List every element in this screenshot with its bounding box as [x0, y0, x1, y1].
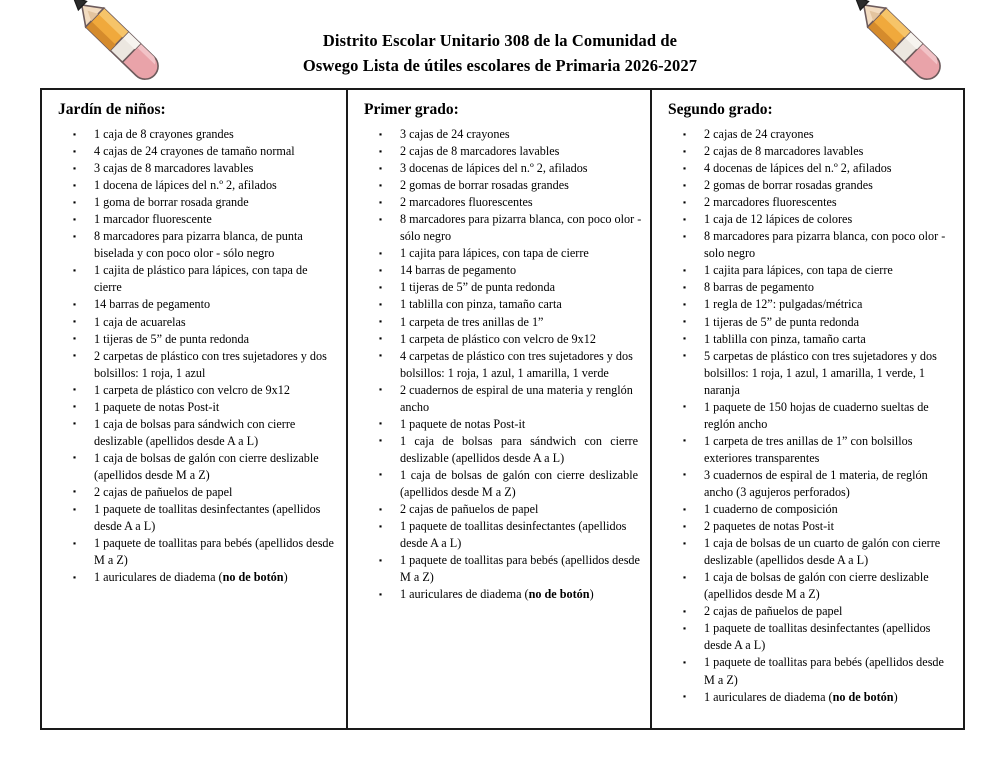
- supply-list-item: ▪ 1 cuaderno de composición: [662, 501, 955, 518]
- supply-list-item: ▪ 1 paquete de toallitas para bebés (apellidos desde M a Z): [662, 654, 955, 688]
- supply-list-item: ▪ 1 paquete de 150 hojas de cuaderno sueltas de reglón ancho: [662, 399, 955, 433]
- supply-list-item: ▪ 2 cajas de pañuelos de papel: [52, 484, 338, 501]
- supply-list-item: ▪ 1 marcador fluorescente: [52, 211, 338, 228]
- supply-list-item: ▪ 2 gomas de borrar rosadas grandes: [662, 177, 955, 194]
- supply-list-item: ▪ 8 marcadores para pizarra blanca, de punta biselada y con poco olor - sólo negro: [52, 228, 338, 262]
- supply-list-item: ▪ 1 cajita para lápices, con tapa de cierre: [358, 245, 642, 262]
- supply-list-table: [40, 88, 965, 730]
- supply-list-item: ▪ 1 caja de bolsas para sándwich con cierre deslizable (apellidos desde A a L): [52, 416, 338, 450]
- grade-column-first: [346, 90, 650, 728]
- supply-list-item: ▪ 8 barras de pegamento: [662, 279, 955, 296]
- supply-list: [358, 126, 642, 603]
- column-heading: Segundo grado:: [668, 101, 773, 118]
- supply-list-item: ▪ 1 auriculares de diadema (no de botón): [662, 689, 955, 706]
- supply-list-item: ▪ 14 barras de pegamento: [52, 296, 338, 313]
- supply-list-item: ▪ 1 docena de lápices del n.º 2, afilados: [52, 177, 338, 194]
- supply-list-item: ▪ 1 tablilla con pinza, tamaño carta: [358, 296, 642, 313]
- supply-list-item: ▪ 1 carpeta de tres anillas de 1” con bolsillos exteriores transparentes: [662, 433, 955, 467]
- supply-list-item: ▪ 2 marcadores fluorescentes: [662, 194, 955, 211]
- supply-list-item: ▪ 1 tijeras de 5” de punta redonda: [358, 279, 642, 296]
- supply-list-item: ▪ 8 marcadores para pizarra blanca, con poco olor - sólo negro: [358, 211, 642, 245]
- supply-list-item: ▪ 1 paquete de toallitas desinfectantes (apellidos desde A a L): [662, 620, 955, 654]
- pencil-icon: [58, 0, 163, 84]
- supply-list-item: ▪ 1 caja de bolsas para sándwich con cierre deslizable (apellidos desde A a L): [358, 433, 642, 467]
- supply-list: [662, 126, 955, 706]
- supply-list-item: ▪ 1 tijeras de 5” de punta redonda: [662, 314, 955, 331]
- supply-list-item: ▪ 2 marcadores fluorescentes: [358, 194, 642, 211]
- supply-list-item: ▪ 2 paquetes de notas Post-it: [662, 518, 955, 535]
- supply-list-item: ▪ 2 cajas de pañuelos de papel: [358, 501, 642, 518]
- supply-list-item: ▪ 14 barras de pegamento: [358, 262, 642, 279]
- supply-list-item: ▪ 2 cajas de 8 marcadores lavables: [662, 143, 955, 160]
- supply-list-item: ▪ 4 docenas de lápices del n.º 2, afilados: [662, 160, 955, 177]
- supply-list-item: ▪ 1 paquete de toallitas desinfectantes (apellidos desde A a L): [358, 518, 642, 552]
- supply-list-item: ▪ 1 paquete de notas Post-it: [52, 399, 338, 416]
- supply-list-item: ▪ 1 carpeta de plástico con velcro de 9x12: [358, 331, 642, 348]
- supply-list-item: ▪ 1 paquete de notas Post-it: [358, 416, 642, 433]
- supply-list-item: ▪ 1 tablilla con pinza, tamaño carta: [662, 331, 955, 348]
- supply-list-item: ▪ 1 auriculares de diadema (no de botón): [52, 569, 338, 586]
- grade-column-second: [650, 90, 963, 728]
- pencil-icon: [840, 0, 945, 84]
- supply-list-item: ▪ 1 caja de bolsas de un cuarto de galón con cierre deslizable (apellidos desde A a L): [662, 535, 955, 569]
- title-line-2: Oswego Lista de útiles escolares de Primaria 2026-2027: [302, 56, 698, 75]
- supply-list-item: ▪ 4 cajas de 24 crayones de tamaño normal: [52, 143, 338, 160]
- column-heading: Jardín de niños:: [58, 101, 166, 118]
- supply-list-item: ▪ 1 tijeras de 5” de punta redonda: [52, 331, 338, 348]
- supply-list-item: ▪ 3 docenas de lápices del n.º 2, afilados: [358, 160, 642, 177]
- column-heading: Primer grado:: [364, 101, 459, 118]
- document-header: [0, 0, 1000, 88]
- title-line-1: Distrito Escolar Unitario 308 de la Comunidad de: [322, 31, 678, 50]
- supply-list-item: ▪ 1 regla de 12”: pulgadas/métrica: [662, 296, 955, 313]
- supply-list-item: ▪ 3 cuadernos de espiral de 1 materia, de reglón ancho (3 agujeros perforados): [662, 467, 955, 501]
- supply-list-item: ▪ 1 caja de 12 lápices de colores: [662, 211, 955, 228]
- supply-list-item: ▪ 5 carpetas de plástico con tres sujetadores y dos bolsillos: 1 roja, 1 azul, 1 amarilla, 1 verde, 1 naranja: [662, 348, 955, 399]
- supply-list-item: ▪ 2 cajas de 8 marcadores lavables: [358, 143, 642, 160]
- supply-list-item: ▪ 1 auriculares de diadema (no de botón): [358, 586, 642, 603]
- page-title: [170, 28, 830, 78]
- supply-list-item: ▪ 2 carpetas de plástico con tres sujetadores y dos bolsillos: 1 roja, 1 azul: [52, 348, 338, 382]
- supply-list-item: ▪ 2 cajas de pañuelos de papel: [662, 603, 955, 620]
- supply-list-item: ▪ 3 cajas de 8 marcadores lavables: [52, 160, 338, 177]
- supply-list-item: ▪ 1 caja de acuarelas: [52, 314, 338, 331]
- supply-list: [52, 126, 338, 586]
- supply-list-item: ▪ 1 carpeta de plástico con velcro de 9x12: [52, 382, 338, 399]
- supply-list-item: ▪ 3 cajas de 24 crayones: [358, 126, 642, 143]
- supply-list-item: ▪ 1 paquete de toallitas para bebés (apellidos desde M a Z): [52, 535, 338, 569]
- emphasis-text: no de botón: [528, 587, 590, 602]
- supply-list-item: ▪ 1 caja de 8 crayones grandes: [52, 126, 338, 143]
- supply-list-item: ▪ 2 gomas de borrar rosadas grandes: [358, 177, 642, 194]
- supply-list-item: ▪ 1 paquete de toallitas desinfectantes (apellidos desde A a L): [52, 501, 338, 535]
- emphasis-text: no de botón: [832, 689, 894, 704]
- supply-list-item: ▪ 1 cajita de plástico para lápices, con tapa de cierre: [52, 262, 338, 296]
- supply-list-item: ▪ 8 marcadores para pizarra blanca, con poco olor - solo negro: [662, 228, 955, 262]
- supply-list-item: ▪ 1 carpeta de tres anillas de 1”: [358, 314, 642, 331]
- supply-list-item: ▪ 4 carpetas de plástico con tres sujetadores y dos bolsillos: 1 roja, 1 azul, 1 amarilla, 1 verde: [358, 348, 642, 382]
- supply-list-item: ▪ 1 paquete de toallitas para bebés (apellidos desde M a Z): [358, 552, 642, 586]
- supply-list-item: ▪ 2 cuadernos de espiral de una materia y renglón ancho: [358, 382, 642, 416]
- supply-list-item: ▪ 1 goma de borrar rosada grande: [52, 194, 338, 211]
- grade-column-kindergarten: [42, 90, 346, 728]
- supply-list-item: ▪ 2 cajas de 24 crayones: [662, 126, 955, 143]
- supply-list-item: ▪ 1 cajita para lápices, con tapa de cierre: [662, 262, 955, 279]
- supply-list-item: ▪ 1 caja de bolsas de galón con cierre deslizable (apellidos desde M a Z): [52, 450, 338, 484]
- supply-list-item: ▪ 1 caja de bolsas de galón con cierre deslizable (apellidos desde M a Z): [662, 569, 955, 603]
- emphasis-text: no de botón: [222, 570, 284, 585]
- supply-list-item: ▪ 1 caja de bolsas de galón con cierre deslizable (apellidos desde M a Z): [358, 467, 642, 501]
